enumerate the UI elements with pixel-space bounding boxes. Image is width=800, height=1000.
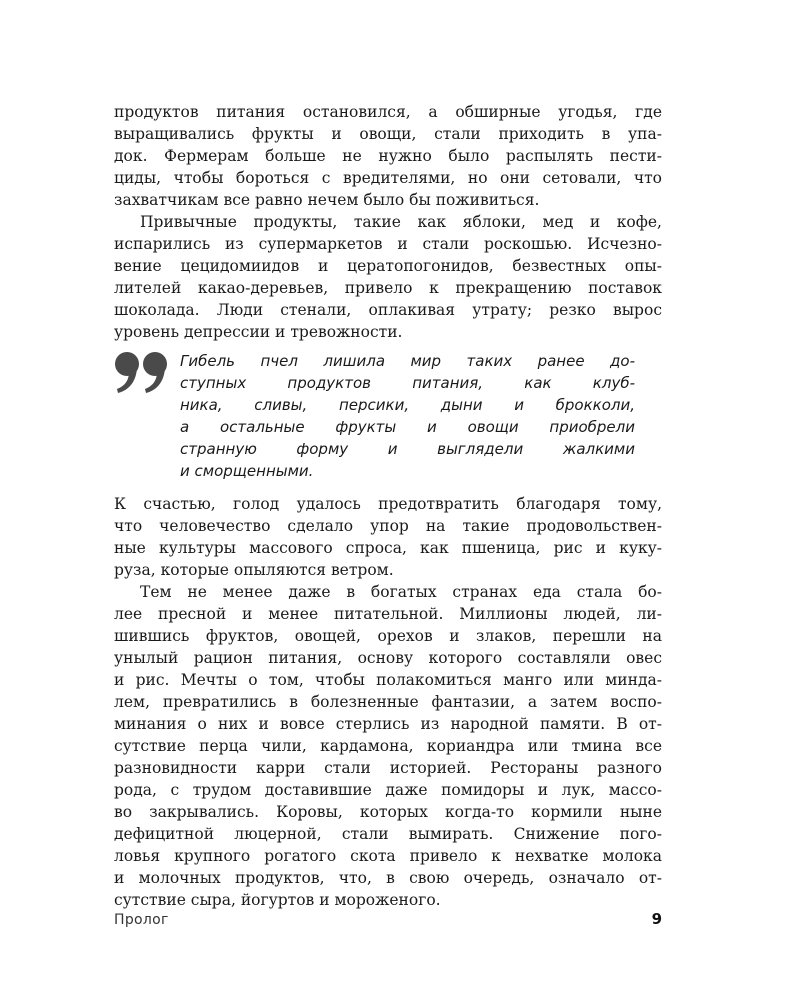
- paragraph: [114, 581, 662, 911]
- running-footer-section: Пролог: [114, 912, 169, 928]
- text-line: руза, которые опыляются ветром.: [114, 561, 394, 579]
- text-line: рода, с трудом доставившие даже помидоры и лук, массо-: [114, 781, 662, 799]
- paragraph: [114, 211, 662, 343]
- text-line: что человечество сделало упор на такие продовольствен-: [114, 517, 662, 535]
- text-line: во закрывались. Коровы, которых когда-то кормили ныне: [114, 803, 662, 821]
- text-line: выращивались фрукты и овощи, стали приходить в упа-: [114, 125, 662, 143]
- text-line: сутствие перца чили, кардамона, кориандра или тмина все: [114, 737, 662, 755]
- body-text-bottom: [114, 493, 662, 911]
- body-text-top: [114, 101, 662, 343]
- quote-line: странную форму и выглядели жалкими: [180, 440, 635, 458]
- text-line: Привычные продукты, такие как яблоки, мед и кофе,: [140, 213, 662, 231]
- text-line: лее пресной и менее питательной. Миллионы людей, ли-: [114, 605, 662, 623]
- paragraph: [114, 493, 662, 581]
- text-line: захватчикам все равно нечем было бы поживиться.: [114, 191, 540, 209]
- text-line: и рис. Мечты о том, чтобы полакомиться манго или минда-: [114, 671, 662, 689]
- text-line: шоколада. Люди стенали, оплакивая утрату; резко вырос: [114, 301, 662, 319]
- text-line: шившись фруктов, овощей, орехов и злаков, перешли на: [114, 627, 662, 645]
- text-line: циды, чтобы бороться с вредителями, но они сетовали, что: [114, 169, 662, 187]
- pull-quote-text: [180, 350, 635, 482]
- text-line: испарились из супермаркетов и стали роскошью. Исчезно-: [114, 235, 662, 253]
- paragraph: [114, 101, 662, 211]
- quote-line: Гибель пчел лишила мир таких ранее до-: [180, 352, 635, 370]
- text-line: сутствие сыра, йогуртов и мороженого.: [114, 891, 441, 909]
- text-line: лителей какао-деревьев, привело к прекращению поставок: [114, 279, 662, 297]
- text-line: унылый рацион питания, основу которого составляли овес: [114, 649, 662, 667]
- text-line: дефицитной люцерной, стали вымирать. Снижение пого-: [114, 825, 662, 843]
- quote-line: ника, сливы, персики, дыни и брокколи,: [180, 396, 635, 414]
- text-line: вение цецидомиидов и цератопогонидов, безвестных опы-: [114, 257, 662, 275]
- quote-line: ступных продуктов питания, как клуб-: [180, 374, 635, 392]
- text-line: Тем не менее даже в богатых странах еда стала бо-: [140, 583, 662, 601]
- quote-line: а остальные фрукты и овощи приобрели: [180, 418, 635, 436]
- pull-quote: [114, 350, 634, 480]
- text-line: ные культуры массового спроса, как пшеница, рис и куку-: [114, 539, 662, 557]
- page-number: 9: [651, 910, 662, 928]
- text-line: продуктов питания остановился, а обширные угодья, где: [114, 103, 662, 121]
- text-line: разновидности карри стали историей. Рестораны разного: [114, 759, 662, 777]
- text-line: уровень депрессии и тревожности.: [114, 323, 403, 341]
- text-line: К счастью, голод удалось предотвратить благодаря тому,: [114, 495, 662, 513]
- text-line: минания о них и вовсе стерлись из народной памяти. В от-: [114, 715, 662, 733]
- text-line: ловья крупного рогатого скота привело к нехватке молока: [114, 847, 662, 865]
- text-line: док. Фермерам больше не нужно было распылять пести-: [114, 147, 662, 165]
- quote-mark-icon: [114, 350, 170, 394]
- text-line: лем, превратились в болезненные фантазии, а затем воспо-: [114, 693, 662, 711]
- quote-line: и сморщенными.: [180, 462, 314, 480]
- text-line: и молочных продуктов, что, в свою очередь, означало от-: [114, 869, 662, 887]
